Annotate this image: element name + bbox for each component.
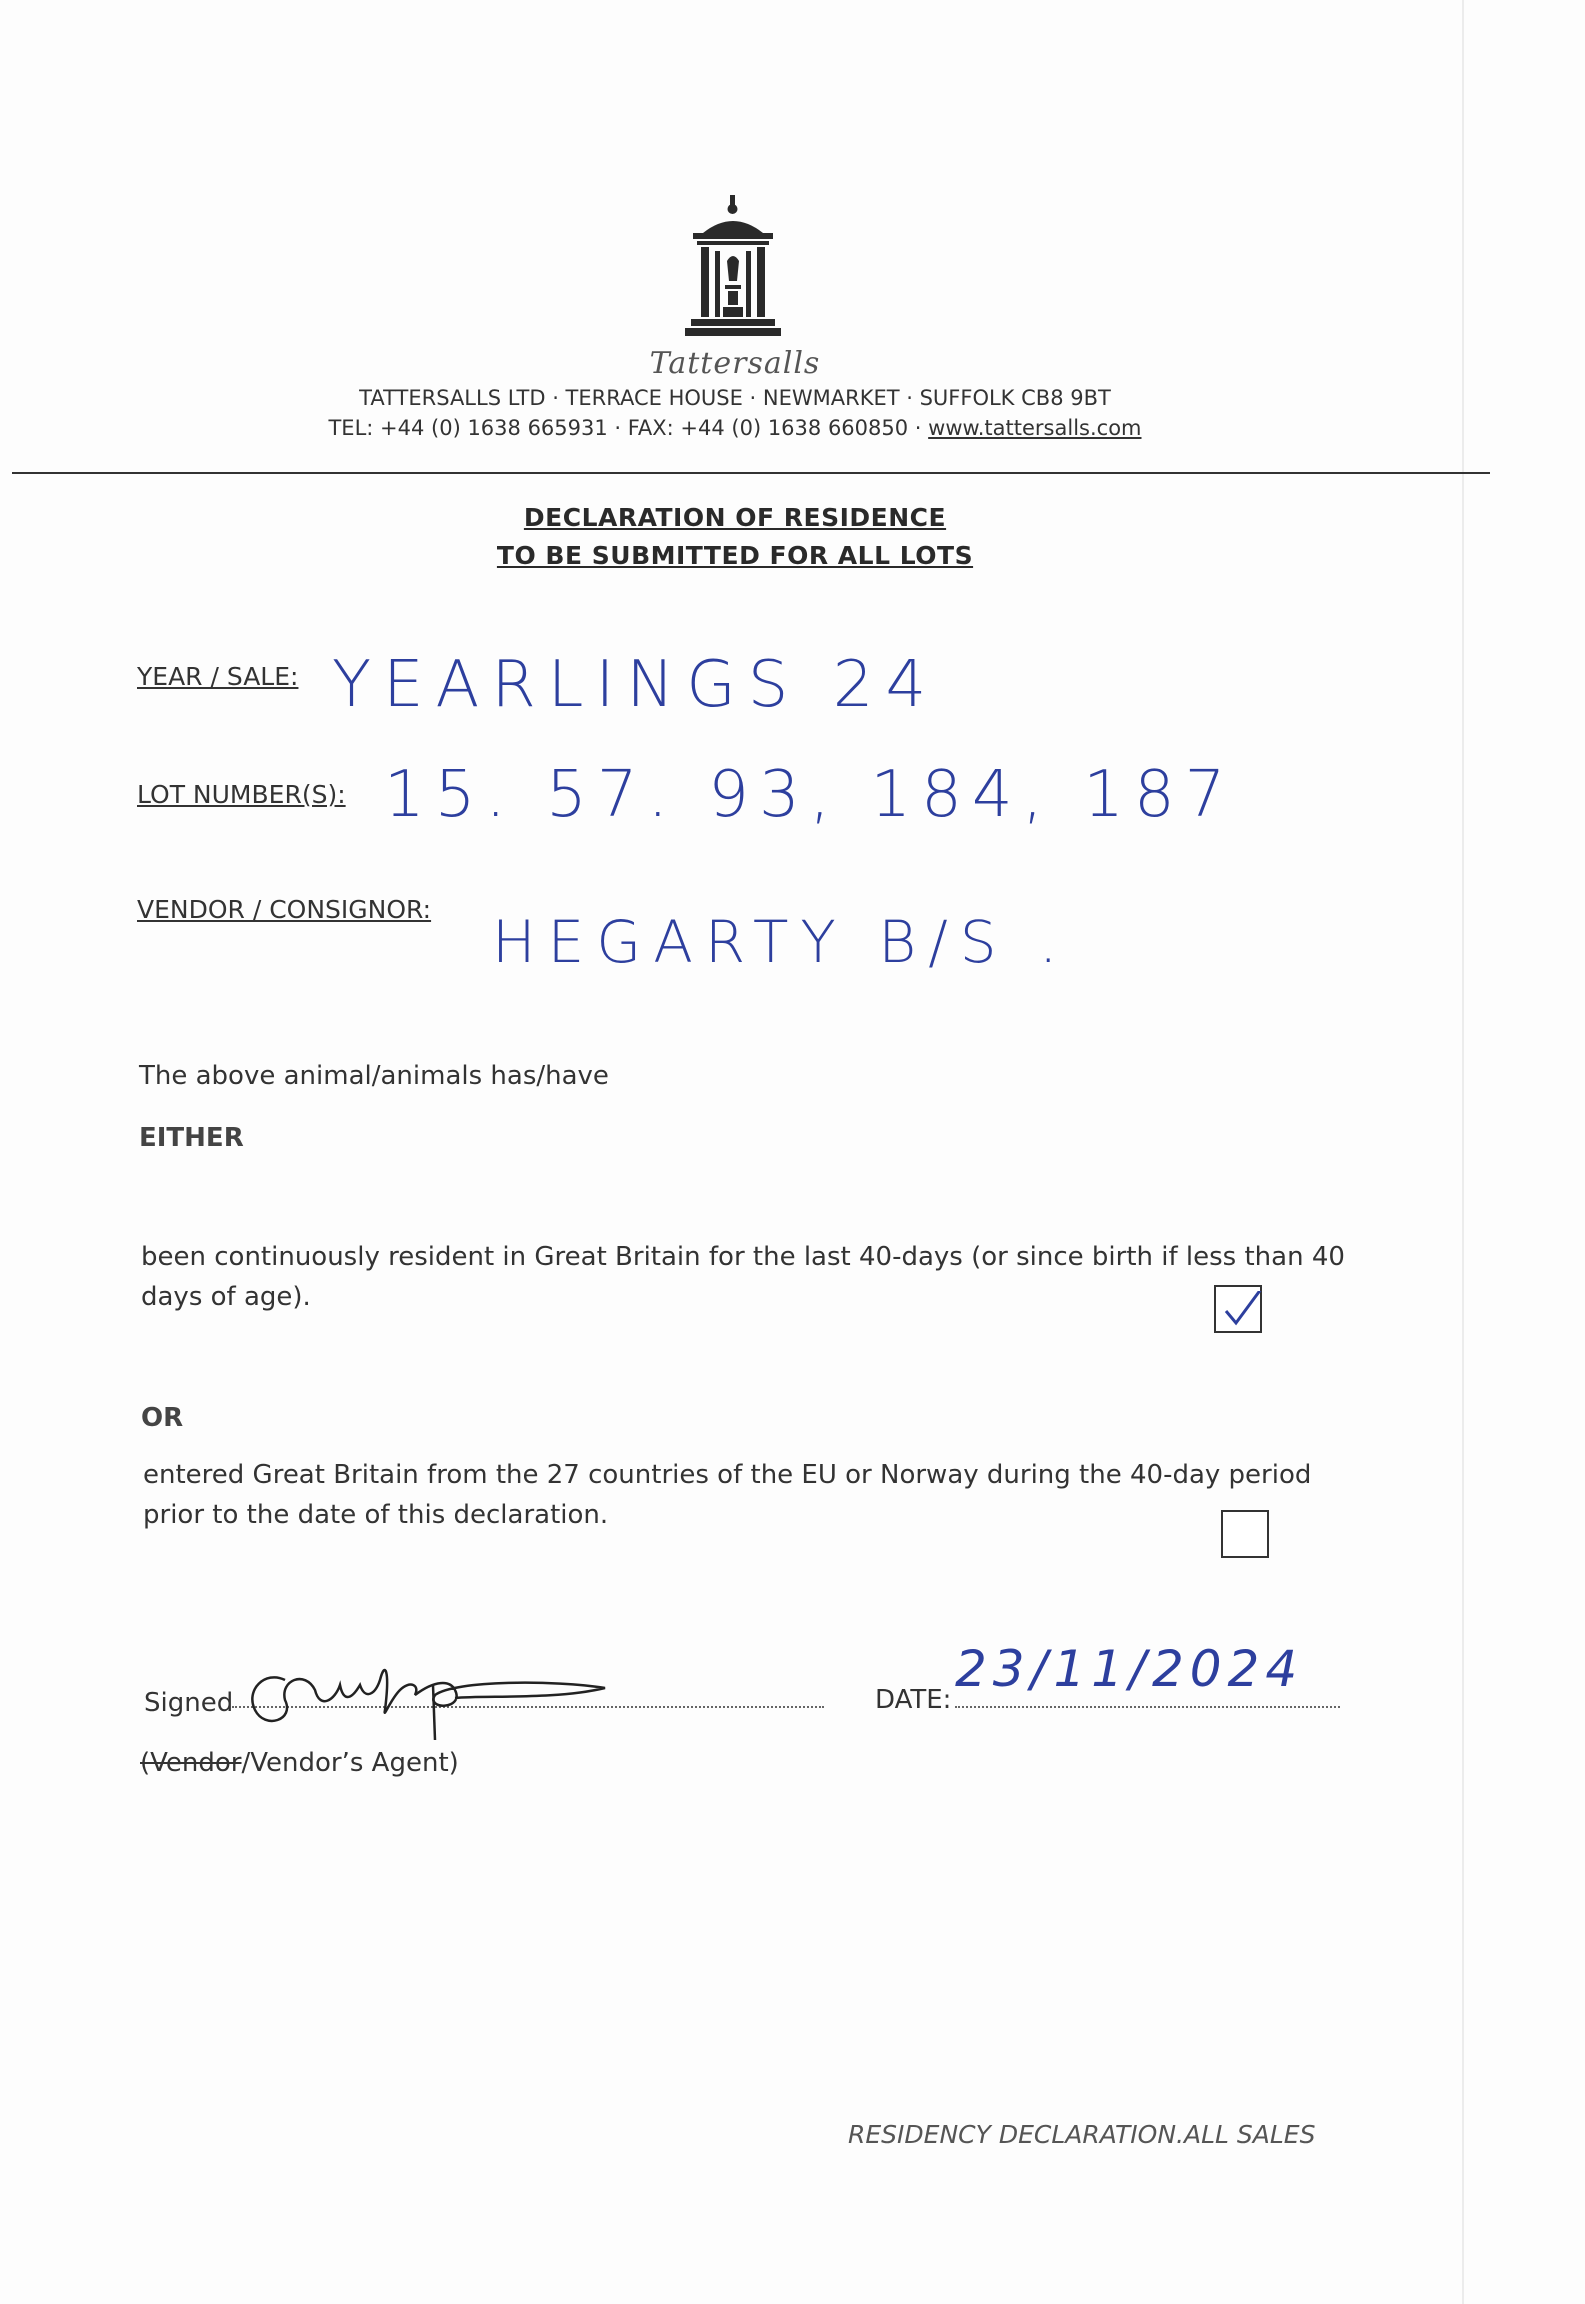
header-divider — [12, 472, 1490, 474]
signature-image — [225, 1640, 615, 1750]
tattersalls-logo-icon — [683, 195, 783, 343]
date-value[interactable]: 23/11/2024 — [955, 1640, 1304, 1698]
checkmark-icon — [1222, 1291, 1266, 1327]
company-contact — [0, 416, 1470, 440]
lot-number-label: LOT NUMBER(S): — [137, 780, 346, 809]
company-phone: TEL: +44 (0) 1638 665931 · FAX: +44 (0) 1638 660850 · — [328, 416, 922, 440]
brand-name: Tattersalls — [649, 346, 821, 381]
vendor-value[interactable]: HEGARTY B/S . — [492, 908, 1070, 976]
date-label: DATE: — [875, 1685, 952, 1715]
company-website[interactable]: www.tattersalls.com — [928, 416, 1142, 440]
option2-text-line2: prior to the date of this declaration. — [143, 1500, 609, 1530]
signatory-role — [140, 1743, 459, 1783]
lot-number-value[interactable]: 15. 57. 93, 184, 187 — [384, 758, 1236, 832]
option2-checkbox[interactable] — [1221, 1510, 1269, 1558]
company-address: TATTERSALLS LTD · TERRACE HOUSE · NEWMARKET · SUFFOLK CB8 9BT — [359, 386, 1111, 410]
role-agent: /Vendor’s Agent) — [241, 1748, 459, 1778]
option1-text-line2: days of age). — [141, 1282, 311, 1312]
role-vendor-struck: (Vendor — [140, 1748, 242, 1778]
or-label: OR — [141, 1403, 184, 1433]
statement-intro: The above animal/animals has/have — [139, 1061, 609, 1091]
date-line — [955, 1702, 1340, 1708]
option2-text-line1: entered Great Britain from the 27 countries of the EU or Norway during the 40-day period — [143, 1460, 1312, 1490]
vendor-label: VENDOR / CONSIGNOR: — [137, 895, 432, 924]
year-sale-label: YEAR / SALE: — [137, 662, 299, 691]
year-sale-value[interactable]: YEARLINGS 24 — [332, 648, 939, 722]
footer-reference: RESIDENCY DECLARATION.ALL SALES — [848, 2120, 1316, 2149]
declaration-title: DECLARATION OF RESIDENCE — [523, 503, 947, 532]
option1-text-line1: been continuously resident in Great Britain for the last 40-days (or since birth if less than 40 — [141, 1242, 1345, 1272]
either-label: EITHER — [139, 1123, 244, 1153]
signed-label: Signed — [144, 1688, 234, 1718]
option1-checkbox[interactable] — [1214, 1285, 1262, 1333]
declaration-subtitle: TO BE SUBMITTED FOR ALL LOTS — [496, 541, 974, 570]
